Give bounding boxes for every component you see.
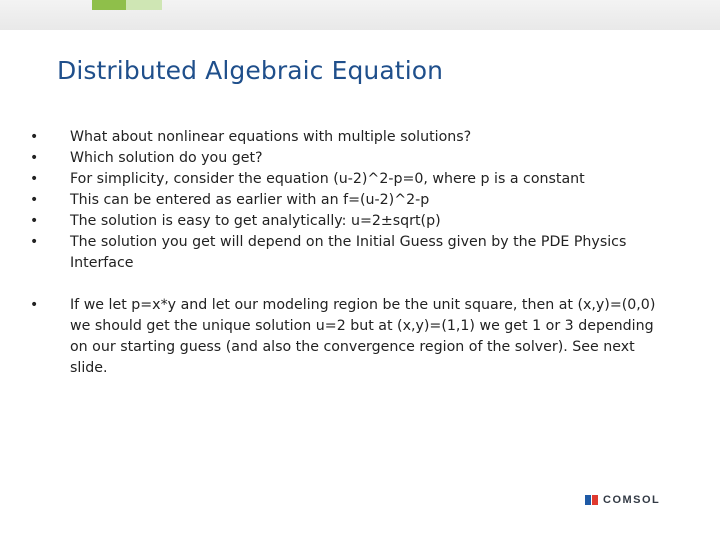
logo-text: COMSOL (603, 494, 661, 506)
bullet-list (30, 127, 670, 379)
bullet-dot: • (30, 129, 39, 145)
bullet-text: The solution is easy to get analytically: u=2±sqrt(p) (70, 213, 441, 229)
bullet-text: If we let p=x*y and let our modeling region be the unit square, then at (x,y)=(0,0) we should get the unique solution u=2 but at (x,y)=(1,1) we get 1 or 3 depending on our starting guess (and also the convergence region of the solver). See next slide. (70, 297, 656, 376)
bullet-text: For simplicity, consider the equation (u-2)^2-p=0, where p is a constant (70, 171, 585, 187)
bullet-text: The solution you get will depend on the Initial Guess given by the PDE Physics Interface (70, 234, 627, 271)
header-accent-light (126, 0, 162, 10)
slide-title: Distributed Algebraic Equation (57, 56, 444, 85)
comsol-logo-icon (585, 494, 599, 506)
bullet-item (30, 190, 670, 211)
bullet-dot: • (30, 297, 39, 313)
bullet-dot: • (30, 192, 39, 208)
bullet-item (30, 211, 670, 232)
bullet-text: What about nonlinear equations with multiple solutions? (70, 129, 472, 145)
bullet-item (30, 148, 670, 169)
header-accent-dark (92, 0, 126, 10)
bullet-text: This can be entered as earlier with an f=(u-2)^2-p (70, 192, 430, 208)
top-header-band (0, 0, 720, 30)
bullet-item (30, 295, 670, 379)
comsol-logo (585, 494, 660, 506)
bullet-dot: • (30, 150, 39, 166)
bullet-dot: • (30, 171, 39, 187)
bullet-dot: • (30, 234, 39, 250)
bullet-item (30, 127, 670, 148)
bullet-item (30, 232, 670, 274)
bullet-item (30, 169, 670, 190)
bullet-dot: • (30, 213, 39, 229)
bullet-text: Which solution do you get? (70, 150, 263, 166)
